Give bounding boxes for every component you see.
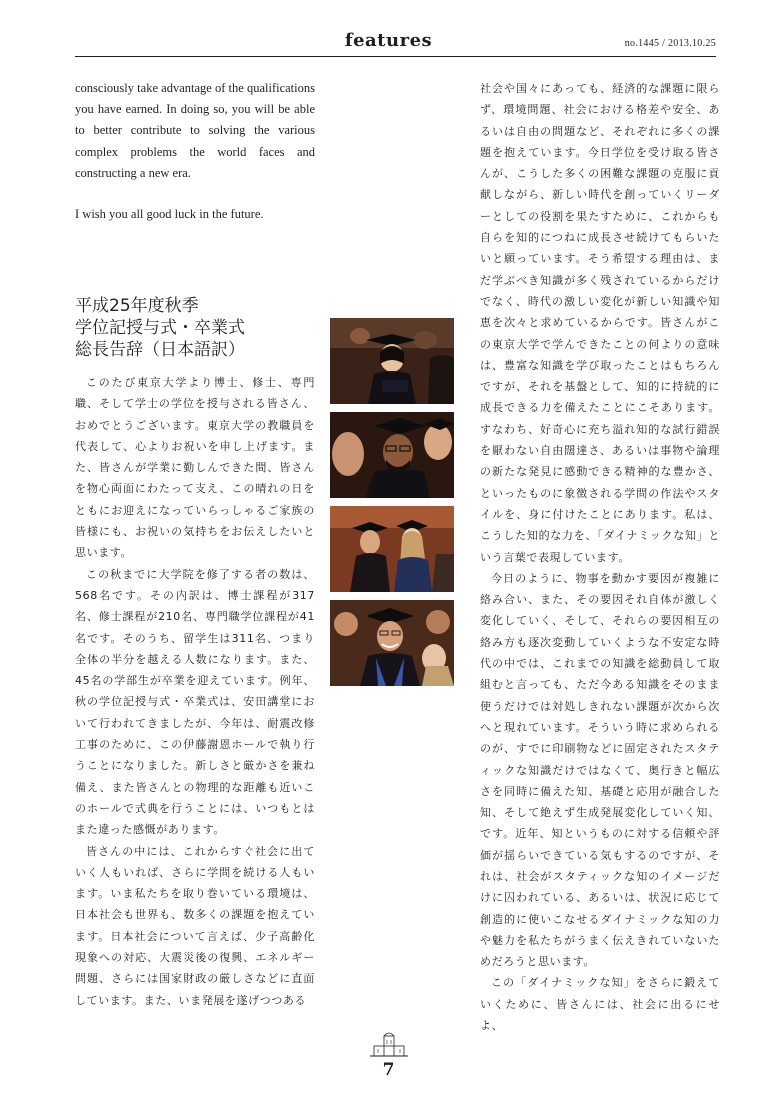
graduates-in-caps-photo	[330, 412, 454, 498]
japanese-right-column	[480, 78, 720, 1036]
paragraph: この「ダイナミックな知」をさらに鍛えていくために、皆さんには、社会に出るにせよ、	[480, 976, 720, 1033]
graduates-conversing-photo	[330, 506, 454, 592]
heading-line-3: 総長告辞（日本語訳）	[75, 340, 245, 360]
english-closing: I wish you all good luck in the future.	[75, 207, 264, 222]
paragraph: 今日のように、物事を動かす要因が複雑に絡み合い、また、その要因それ自体が激しく変化していく、そして、それらの要因相互の絡み方も逐次変動していくような不安定な時代の中では、これまでの知識を総動員して取組むと言っても、ただ今ある知識をそのまま使うだけでは対処しきれない課題が次から次へと現れています。そういう時に求められるのが、すでに印刷物などに固定されたスタティックな知識だけではなくて、奥行きと幅広さを同時に備えた知、基礎と応用が融合した知、そして絶えず生成発展変化していく知、です。近年、知というものに対する信頼や評価が揺らいできている気もするのですが、それは、社会がスタティックな知のイメージだけに囚われている、あるいは、状況に応じて創造的に使いこなせるダイナミックな知の力や魅力を私たちがうまく伝えきれていないためだろうと思います。	[480, 571, 720, 969]
header-title: features	[344, 30, 433, 51]
page-number: 7	[382, 1060, 395, 1080]
paragraph: 社会や国々にあっても、経済的な課題に限らず、環境問題、社会における格差や安全、あるいは自由の問題など、それぞれに多くの課題を抱えています。今日学位を受け取る皆さんが、こうした多くの困難な課題の克服に貢献しながら、新しい時代を創っていくリーダーとしての役割を果たすために、これからも自らを知的につねに成長させ続けてもらいたいと願っています。そう希望する理由は、まだ学ぶべき知識が多く残されているからだけでなく、時代の激しい変化が新しい知識や知恵を次々と求めているからです。皆さんがこの東京大学で学んできたことの何よりの意味は、豊富な知識を学び取ったことはもちろんですが、それを基盤として、知的に持続的に成長できる力を備えたことにこそあります。すなわち、好奇心に充ち溢れ知的な試行錯誤を厭わない自由闊達さ、あるいは事物や論理の新たな発見に感動できる精神的な豊かさ、といったものに象徴される学問の作法やスタイルを、身に付けたことにあります。私は、こうした知的な力を、「ダイナミックな知」という言葉で表現しています。	[480, 82, 720, 564]
yasuda-auditorium-logo-icon	[368, 1030, 410, 1060]
english-paragraph: consciously take advantage of the qualifications you have earned. In doing so, you will be able to better contribute to solving the various complex problems the world faces and constructing a new era.	[75, 81, 315, 180]
graduate-with-diploma-photo	[330, 318, 454, 404]
paragraph: 皆さんの中には、これからすぐ社会に出ていく人もいれば、さらに学問を続ける人もいます。いま私たちを取り巻いている環境は、日本社会も世界も、数多くの課題を抱えています。日本社会について言えば、少子高齢化現象への対応、大震災後の復興、エネルギー問題、さらには国家財政の厳しさなどに直面しています。また、いま発展を遂げつつある	[75, 844, 315, 1007]
japanese-left-column	[75, 372, 315, 1011]
header-rule	[75, 56, 716, 57]
paragraph: この秋までに大学院を修了する者の数は、568名です。その内訳は、博士課程が317名、修士課程が210名、専門職学位課程が41名です。そのうち、留学生は311名、つまり全体の半分を越える人数になります。また、45名の学部生が卒業を迎えています。例年、秋の学位記授与式・卒業式は、安田講堂において行われてきましたが、今年は、耐震改修工事のために、この伊藤謝恩ホールで執り行うことになりました。新しさと厳かさを兼ね備え、また皆さんとの物理的な距離も近いこのホールで式典を行うことには、いつもとはまた違った感慨があります。	[75, 567, 315, 837]
header-issue: no.1445 / 2013.10.25	[624, 38, 716, 49]
smiling-graduate-photo	[330, 600, 454, 686]
english-column	[75, 78, 315, 225]
heading-line-1: 平成25年度秋季	[75, 296, 199, 316]
japanese-heading	[75, 295, 245, 361]
heading-line-2: 学位記授与式・卒業式	[75, 318, 245, 338]
paragraph: このたび東京大学より博士、修士、専門職、そして学士の学位を授与される皆さん、おめでとうございます。東京大学の教職員を代表して、心よりお祝いを申し上げます。また、皆さんが学業に勤しんできた間、皆さんを物心両面にわたって支え、この晴れの日をともにお迎えになっていらっしゃるご家族の皆様にも、お祝いの気持ちをお伝えしたいと思います。	[75, 376, 315, 560]
